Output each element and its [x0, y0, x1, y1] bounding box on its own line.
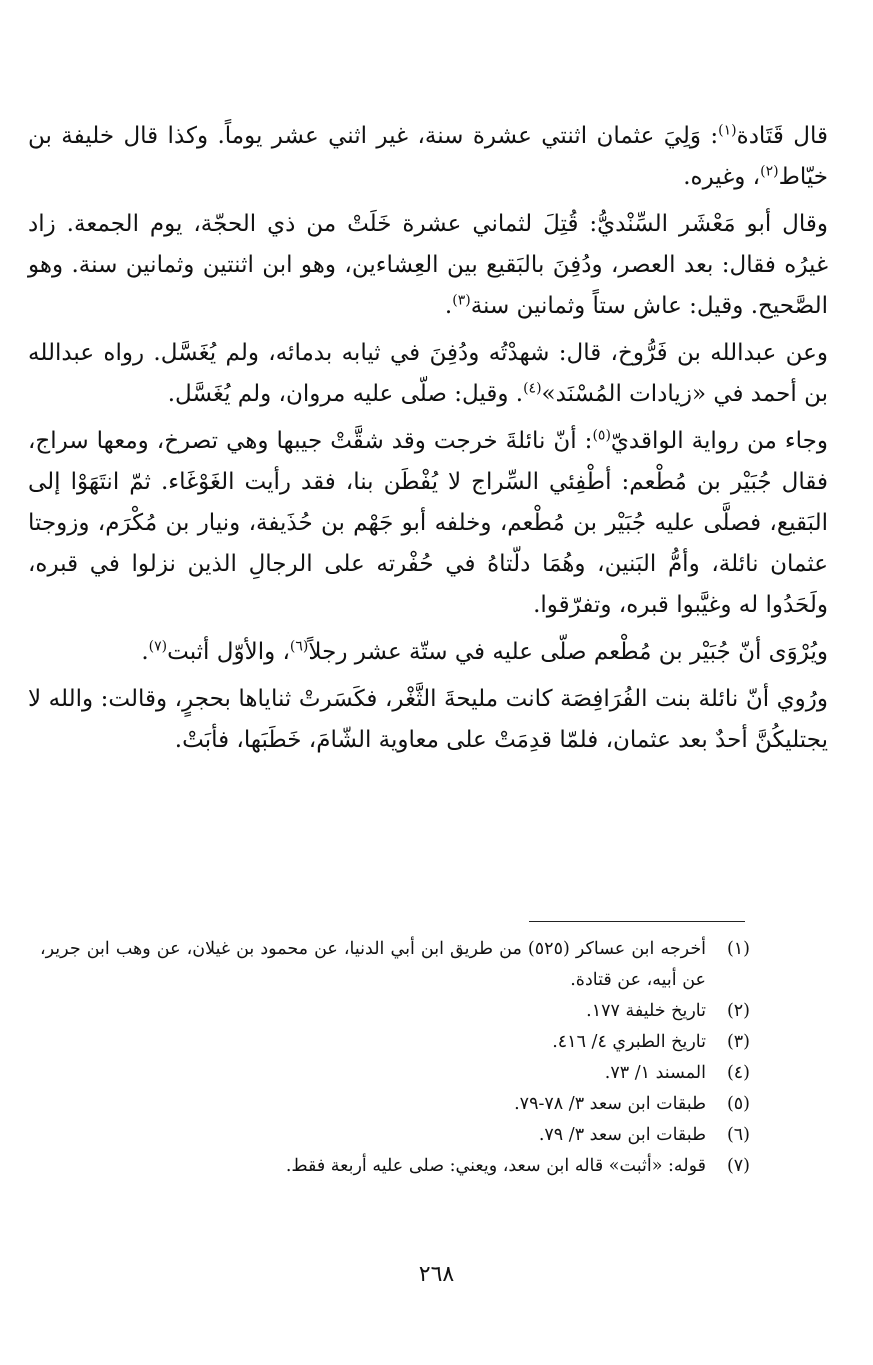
footnote-number: (٥) [726, 1094, 750, 1114]
text-run: . [444, 293, 453, 319]
footnote-number: (٣) [726, 1032, 750, 1052]
text-run: ورُوي أنّ نائلة بنت الفُرَافِصَة كانت مليحةَ الثَّغْر، فكَسَرتْ ثناياها بحجرٍ، وقالت: والله لا يجتليكُنَّ أحدٌ بعد عثمان، فلمّا قدِمَتْ على معاوية الشّامَ، خَطَبَها، فأبَتْ. [28, 686, 828, 753]
footnote [40, 934, 750, 996]
text-run: وعن عبدالله بن فَرُّوخ، قال: شهدْتُه ودُفِنَ في ثيابه بدمائه، ولم يُغَسَّل. رواه عبدالله بن أحمد في «زيادات المُسْنَد» [28, 340, 828, 407]
text-run: ، والأوّل أثبت [167, 639, 290, 665]
main-text [28, 116, 828, 767]
paragraph [28, 116, 828, 198]
text-run: : أنّ نائلةَ خرجت وقد شقَّتْ جيبها وهي تصرخ، ومعها سراج، فقال جُبَيْر بن مُطْعم: أطْفِئي السِّراج لا يُفْطَن بنا، فقد رأيت الغَوْغَاء. ثمّ انتَهَوْا إلى البَقيع، فصلَّى عليه جُبَيْر بن مُطْعم، وخلفه أبو جَهْم بن حُذَيفة، ونيار بن مُكْرَم، وزوجتا عثمان نائلة، وأمُّ البَنين، وهُمَا دلّتاهُ في حُفْرته على الرجالِ الذين نزلوا في قبره، ولَحَدُوا له وغيَّبوا قبره، وتفرّقوا. [28, 428, 828, 618]
footnote [40, 1089, 750, 1120]
text-run: وقال أبو مَعْشَر السِّنْديُّ: قُتِلَ لثماني عشرة خَلَتْ من ذي الحجّة، يوم الجمعة. زاد غيرُه فقال: بعد العصر، ودُفِنَ بالبَقيع بين العِشاءين، وهو ابن اثنتين وثمانين سنة. وهو الصَّحيح. وقيل: عاش ستاً وثمانين سنة [28, 211, 828, 319]
footnote-ref: (٦) [289, 638, 309, 655]
footnote-text: تاريخ الطبري ٤/ ٤١٦. [552, 1032, 706, 1052]
footnote-text: تاريخ خليفة ١٧٧. [586, 1001, 706, 1021]
paragraph [28, 421, 828, 626]
footnote-text: أخرجه ابن عساكر (٥٢٥) من طريق ابن أبي الدنيا، عن محمود بن غيلان، عن وهب ابن جرير، عن أبيه، عن قتادة. [40, 939, 706, 990]
paragraph [28, 333, 828, 415]
footnote-ref: (٢) [760, 163, 779, 180]
footnote-number: (١) [726, 939, 750, 959]
footnote-separator [529, 921, 745, 922]
footnote-ref: (٧) [148, 638, 168, 655]
footnote [40, 1151, 750, 1182]
text-run: . وقيل: صلّى عليه مروان، ولم يُغَسَّل. [167, 381, 524, 407]
footnote-text: قوله: «أثبت» قاله ابن سعد، ويعني: صلى عليه أربعة فقط. [285, 1156, 706, 1176]
footnote-number: (٦) [726, 1125, 750, 1145]
footnote-text: طبقات ابن سعد ٣/ ٧٨-٧٩. [514, 1094, 706, 1114]
paragraph [28, 204, 828, 327]
footnote-ref: (٤) [523, 380, 542, 397]
footnotes [40, 934, 750, 1182]
text-run: ويُرْوَى أنّ جُبَيْر بن مُطْعم صلّى عليه في ستّة عشر رجلاً [308, 639, 828, 665]
page-number: ٢٦٨ [418, 1262, 455, 1287]
footnote-ref: (٥) [592, 427, 611, 444]
footnote-ref: (١) [718, 122, 737, 139]
paragraph [28, 679, 828, 761]
text-run: قال قَتَادة [736, 123, 828, 149]
footnote-text: طبقات ابن سعد ٣/ ٧٩. [538, 1125, 706, 1145]
footnote-number: (٢) [726, 1001, 750, 1021]
footnote [40, 1027, 750, 1058]
footnote-number: (٧) [726, 1156, 750, 1176]
footnote [40, 1058, 750, 1089]
footnote-number: (٤) [726, 1063, 750, 1083]
footnote-ref: (٣) [452, 292, 471, 309]
text-run: . [141, 639, 149, 665]
text-run: ، وغيره. [683, 164, 761, 190]
text-run: وجاء من رواية الواقديّ [610, 428, 828, 454]
footnote [40, 996, 750, 1027]
footnote [40, 1120, 750, 1151]
paragraph [28, 632, 828, 673]
footnote-text: المسند ١/ ٧٣. [604, 1063, 706, 1083]
text-run: : وَلِيَ عثمان اثنتي عشرة سنة، غير اثني عشر يوماً. وكذا قال خليفة بن خيّاط [28, 123, 828, 190]
